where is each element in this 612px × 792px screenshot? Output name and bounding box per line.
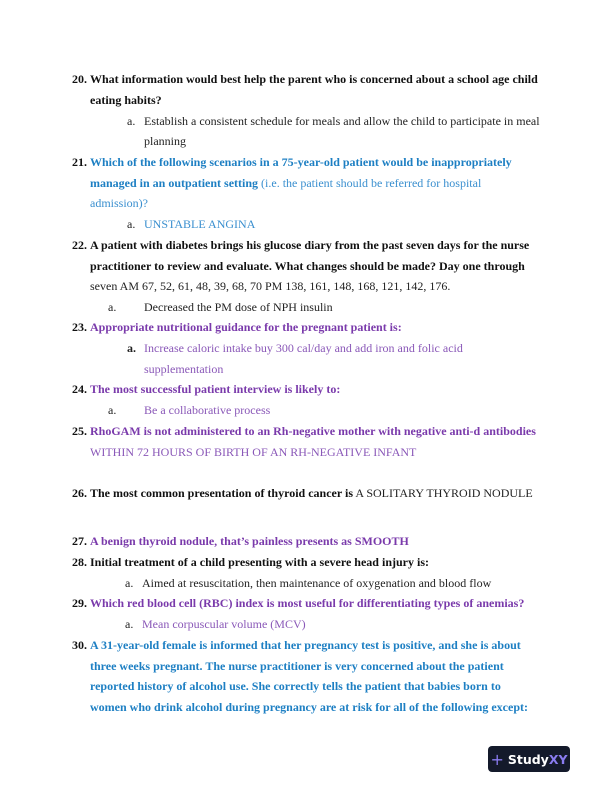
question-text: What information would best help the parent who is concerned about a school age child (90, 72, 538, 86)
question-text: reported history of alcohol use. She correctly tells the patient that babies born to (90, 679, 501, 693)
logo-text-accent: XY (548, 751, 568, 767)
answer-text: planning (144, 134, 186, 148)
answer-letter: a. (108, 403, 117, 417)
question-number: 30. (72, 638, 87, 652)
answer-text: Mean corpuscular volume (MCV) (142, 617, 306, 631)
question-text: Which red blood cell (RBC) index is most useful for differentiating types of anemias? (90, 596, 525, 610)
question-text: Which of the following scenarios in a 75-year-old patient would be inappropriately (90, 155, 512, 169)
question-number: 23. (72, 320, 87, 334)
answer-letter: a. (127, 114, 136, 128)
answer-text: Decreased the PM dose of NPH insulin (144, 300, 333, 314)
question-number: 21. (72, 155, 87, 169)
question-number: 24. (72, 382, 87, 396)
studyxy-logo (488, 746, 570, 772)
question-text: Appropriate nutritional guidance for the pregnant patient is: (90, 320, 402, 334)
question-text: The most successful patient interview is likely to: (90, 382, 341, 396)
question-text: A 31-year-old female is informed that her pregnancy test is positive, and she is about (90, 638, 521, 652)
answer-letter: a. (125, 617, 134, 631)
question-text: (i.e. the patient should be referred for hospital (258, 176, 482, 190)
question-number: 29. (72, 596, 87, 610)
question-text: women who drink alcohol during pregnancy are at risk for all of the following except: (90, 700, 528, 714)
plus-icon: + (490, 749, 504, 769)
answer-letter: a. (127, 341, 136, 355)
answer-text: Be a collaborative process (144, 403, 271, 417)
question-text: Initial treatment of a child presenting with a severe head injury is: (90, 555, 429, 569)
answer-text: Increase caloric intake buy 300 cal/day and add iron and folic acid (144, 341, 463, 355)
answer-letter: a. (125, 576, 134, 590)
question-text: three weeks pregnant. The nurse practitioner is very concerned about the patient (90, 659, 504, 673)
question-number: 28. (72, 555, 87, 569)
question-text: The most common presentation of thyroid cancer is (90, 486, 353, 500)
answer-text: Aimed at resuscitation, then maintenance of oxygenation and blood flow (142, 576, 492, 590)
question-number: 26. (72, 486, 87, 500)
question-number: 25. (72, 424, 87, 438)
question-text: A patient with diabetes brings his glucose diary from the past seven days for the nurse (90, 238, 530, 252)
answer-letter: a. (127, 217, 136, 231)
question-number: 27. (72, 534, 87, 548)
question-number: 20. (72, 72, 87, 86)
question-text: eating habits? (90, 93, 162, 107)
question-text: seven AM 67, 52, 61, 48, 39, 68, 70 PM 138, 161, 148, 168, 121, 142, 176. (90, 279, 451, 293)
question-number: 22. (72, 238, 87, 252)
question-text: practitioner to review and evaluate. What changes should be made? Day one through (90, 259, 525, 273)
question-text: A benign thyroid nodule, that’s painless presents as SMOOTH (90, 534, 409, 548)
answer-text: A SOLITARY THYROID NODULE (353, 486, 533, 500)
answer-text: Establish a consistent schedule for meals and allow the child to participate in meal (144, 114, 540, 128)
answer-text: UNSTABLE ANGINA (144, 217, 256, 231)
question-text: managed in an outpatient setting (90, 176, 259, 190)
answer-text: WITHIN 72 HOURS OF BIRTH OF AN RH-NEGATIVE INFANT (90, 445, 417, 459)
answer-text: supplementation (144, 362, 224, 376)
question-text: RhoGAM is not administered to an Rh-negative mother with negative anti-d antibodies (90, 424, 536, 438)
logo-text: Study (507, 751, 549, 767)
question-text: admission)? (90, 196, 148, 210)
answer-letter: a. (108, 300, 117, 314)
